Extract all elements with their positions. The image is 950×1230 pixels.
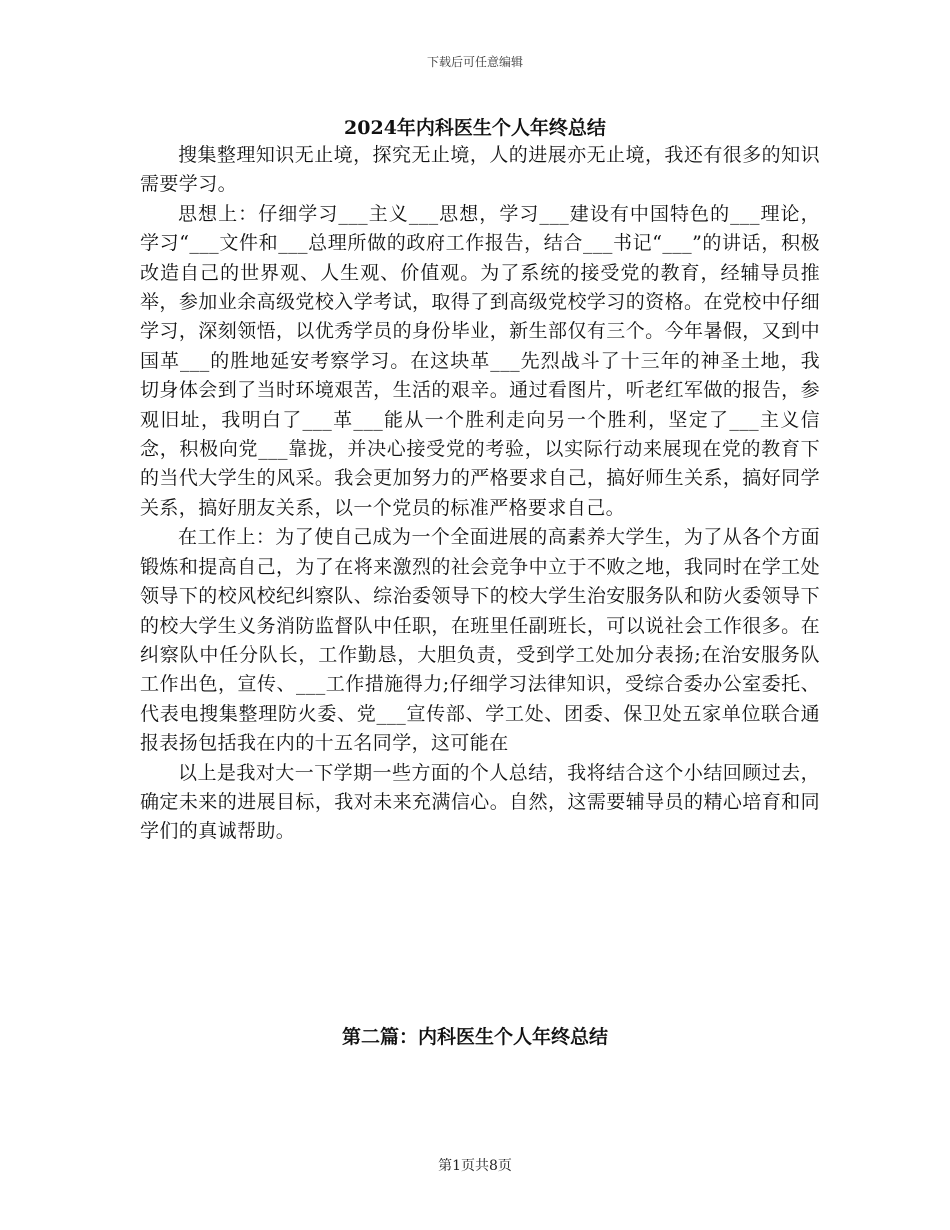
paragraph-work: 在工作上：为了使自己成为一个全面进展的高素养大学生，为了从各个方面锻炼和提高自己，为了在将来激烈的社会竞争中立于不败之地，我同时在学工处领导下的校风校纪纠察队、综治委领导下的校大学生治安服务队和防火委领导下的校大学生义务消防监督队中任职，在班里任副班长，可以说社会工作很多。在纠察队中任分队长，工作勤恳，大胆负责，受到学工处加分表扬;在治安服务队工作出色，宣传、___工作措施得力;仔细学习法律知识，受综合委办公室委托、代表电搜集整理防火委、党___宣传部、学工处、团委、保卫处五家单位联合通报表扬包括我在内的十五名同学，这可能在 [140, 526, 820, 755]
page-footer: 第1页共8页 [438, 1158, 512, 1174]
document-title: 2024年内科医生个人年终总结 [344, 117, 606, 139]
paragraph-thought: 思想上：仔细学习___主义___思想，学习___建设有中国特色的___理论，学习“___文件和___总理所做的政府工作报告，结合___书记“___”的讲话，积极改造自己的世界观、人生观、价值观。为了系统的接受党的教育，经辅导员推举，参加业余高级党校入学考试，取得了到高级党校学习的资格。在党校中仔细学习，深刻领悟，以优秀学员的身份毕业，新生部仅有三个。今年暑假，又到中国革___的胜地延安考察学习。在这块革___先烈战斗了十三年的神圣土地，我切身体会到了当时环境艰苦，生活的艰辛。通过看图片，听老红军做的报告，参观旧址，我明白了___革___能从一个胜利走向另一个胜利，坚定了___主义信念，积极向党___靠拢，并决心接受党的考验，以实际行动来展现在党的教育下的当代大学生的风采。我会更加努力的严格要求自己，搞好师生关系，搞好同学关系，搞好朋友关系，以一个党员的标准严格要求自己。 [140, 202, 820, 519]
header-note: 下载后可任意编辑 [426, 55, 523, 69]
paragraph-intro: 搜集整理知识无止境，探究无止境，人的进展亦无止境，我还有很多的知识需要学习。 [140, 144, 820, 196]
section-title: 第二篇：内科医生个人年终总结 [341, 1026, 608, 1048]
document-body [140, 141, 820, 847]
paragraph-summary: 以上是我对大一下学期一些方面的个人总结，我将结合这个小结回顾过去，确定未来的进展目标，我对未来充满信心。自然，这需要辅导员的精心培育和同学们的真诚帮助。 [140, 761, 820, 843]
